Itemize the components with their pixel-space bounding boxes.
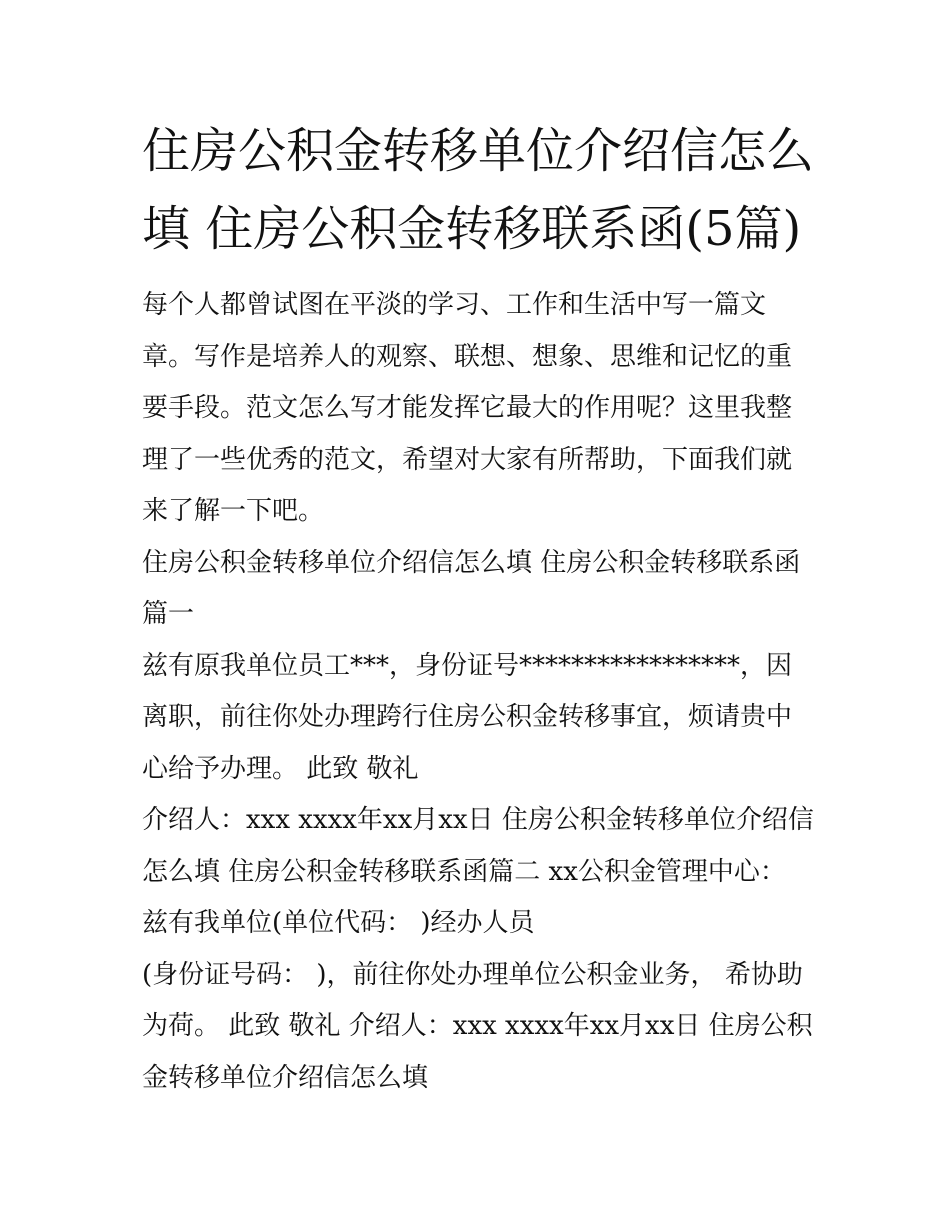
letter-one-body: 兹有原我单位员工***，身份证号*****************，因离职，前往你处办理跨行住房公积金转移事宜，烦请贵中心给予办理。 此致 敬礼 xyxy=(142,650,793,784)
document-title: 住房公积金转移单位介绍信怎么填 住房公积金转移联系函(5篇) xyxy=(142,123,815,257)
letter-two-body: (身份证号码： )，前往你处办理单位公积金业务， 希协助为荷。 此致 敬礼 介绍人：xxx xxxx年xx月xx日 住房公积金转移单位介绍信怎么填 xyxy=(142,959,813,1093)
intro-paragraph: 每个人都曾试图在平淡的学习、工作和生活中写一篇文章。写作是培养人的观察、联想、想象、思维和记忆的重要手段。范文怎么写才能发挥它最大的作用呢？这里我整理了一些优秀的范文，希望对大家有所帮助，下面我们就来了解一下吧。 xyxy=(142,290,793,526)
document-body xyxy=(142,112,817,1104)
section-heading-one: 住房公积金转移单位介绍信怎么填 住房公积金转移联系函篇一 xyxy=(142,547,801,629)
letter-one-signature: 介绍人：xxx xxxx年xx月xx日 住房公积金转移单位介绍信怎么填 住房公积金转移联系函篇二 xx公积金管理中心： 兹有我单位(单位代码： )经办人员 xyxy=(142,805,814,938)
